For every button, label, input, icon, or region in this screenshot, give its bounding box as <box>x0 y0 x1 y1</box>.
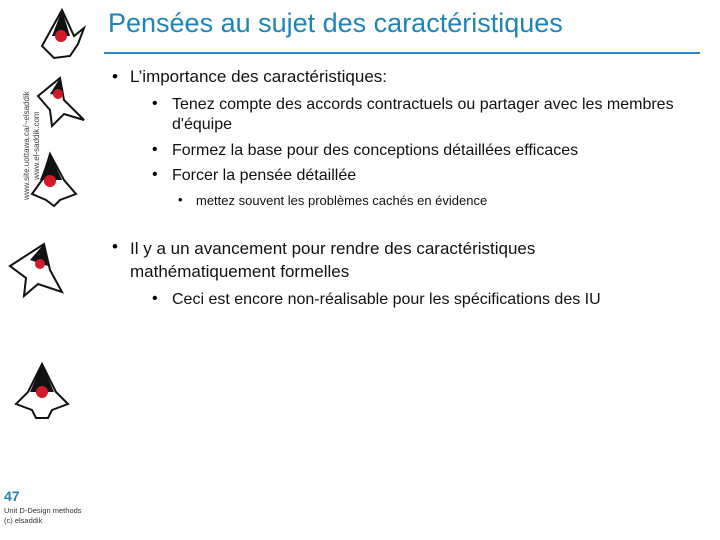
side-url-line2: www.el-saddik.com <box>32 111 41 180</box>
duke-mascot-icon <box>34 6 90 64</box>
bullet-glyph: • <box>112 67 118 86</box>
bullet-glyph: • <box>152 166 158 183</box>
bullet-glyph: • <box>152 290 158 307</box>
bullet-1-sub-2: Formez la base pour des conceptions détaillées efficaces <box>172 142 579 159</box>
title-divider <box>104 52 700 54</box>
bullet-glyph: • <box>112 237 118 256</box>
bullet-1-sub-1: Tenez compte des accords contractuels ou partager avec les membres d'équipe <box>172 96 674 133</box>
bullet-2-sub-1: Ceci est encore non-réalisable pour les spécifications des IU <box>172 291 601 308</box>
footer-line2: (c) elsaddik <box>4 516 43 525</box>
side-url-line1: www.site.uottawa.ca/~elsaddik <box>22 91 31 200</box>
side-url <box>22 91 42 200</box>
footer-line1: Unit D-Design methods <box>4 506 82 515</box>
duke-mascot-icon <box>12 360 72 420</box>
bullet-2: Il y a un avancement pour rendre des caractéristiques mathématiquement formelles <box>130 239 536 281</box>
duke-mascot-icon <box>34 70 90 130</box>
bullet-glyph: • <box>152 95 158 112</box>
bullet-glyph: • <box>152 141 158 158</box>
page-number: 47 <box>4 488 20 504</box>
footer <box>4 506 82 526</box>
bullet-glyph: • <box>178 192 183 207</box>
bullet-1-sub-3: Forcer la pensée détaillée <box>172 167 357 184</box>
bullet-1: L’importance des caractéristiques: <box>130 67 388 86</box>
duke-mascot-icon <box>4 240 70 300</box>
slide-title: Pensées au sujet des caractéristiques <box>108 8 563 38</box>
bullet-1-subsub-1: mettez souvent les problèmes cachés en évidence <box>196 193 488 208</box>
